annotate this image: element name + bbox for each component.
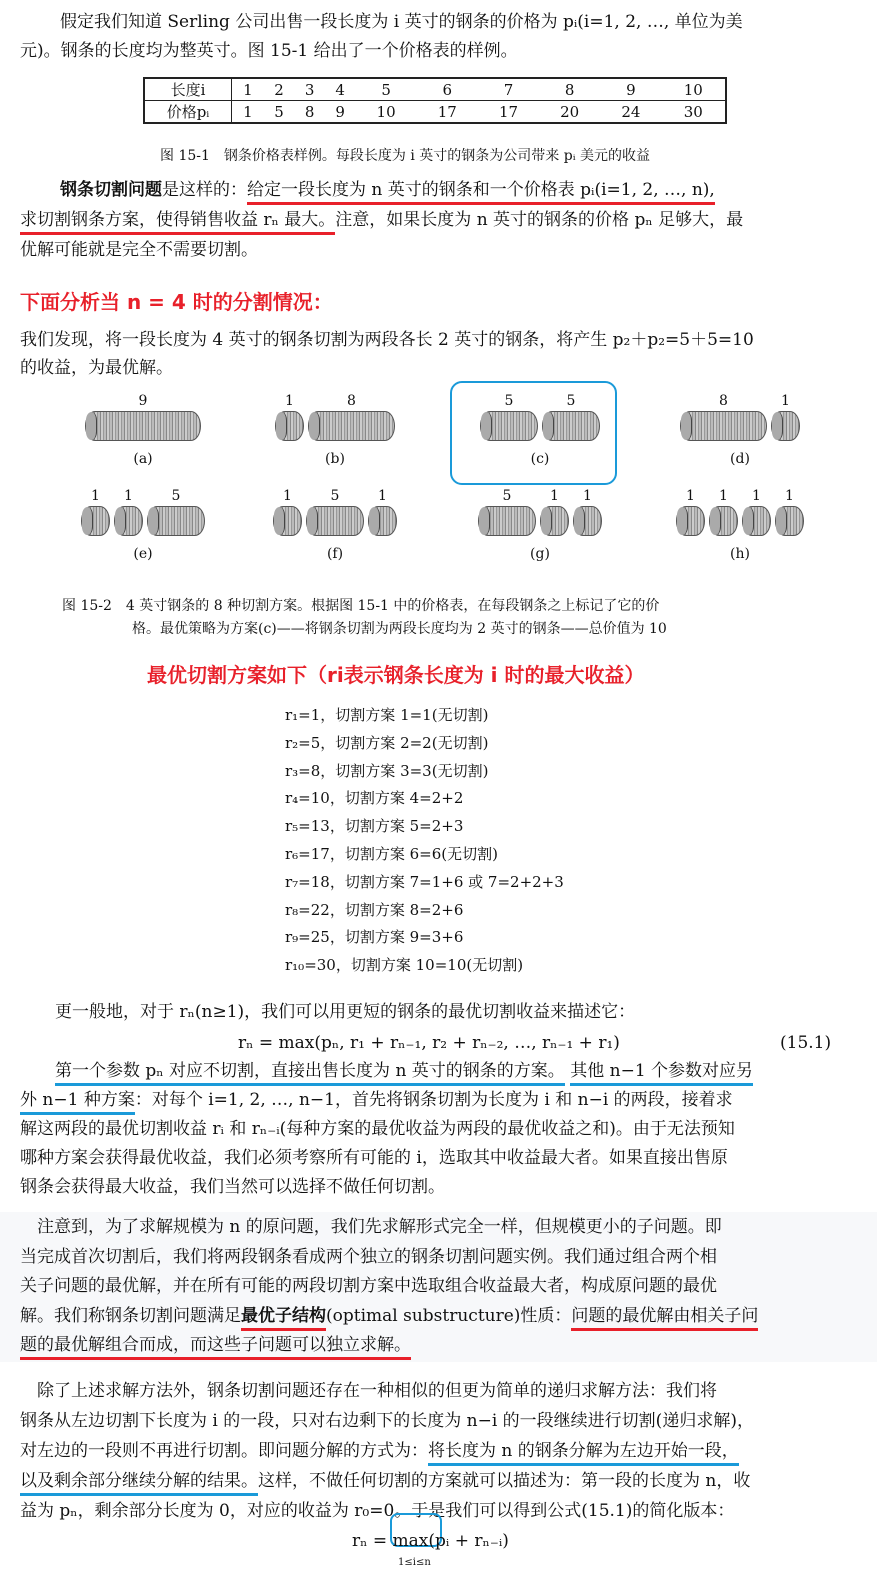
- piece-price-label: 5: [504, 393, 514, 409]
- rod-piece: [478, 506, 536, 536]
- rod-piece: [147, 506, 205, 536]
- solution-item: r₃=8，切割方案 3=3(无切割): [285, 761, 489, 780]
- underlined-text: 外 n−1 种方案: [20, 1090, 135, 1115]
- piece-price-label: 1: [583, 488, 592, 504]
- rod-piece: [85, 411, 201, 441]
- formula-simplified: rₙ = max(pᵢ + rₙ₋ᵢ): [352, 1531, 509, 1551]
- text-line: [20, 1334, 411, 1356]
- table-cell: 8: [294, 101, 325, 124]
- text-segment: 解。我们称钢条切割问题满足: [20, 1305, 241, 1326]
- text-segment: 钢条会获得最大收益，我们当然可以选择不做任何切割。: [20, 1177, 445, 1197]
- cut-option: [58, 488, 228, 568]
- text-line: [20, 40, 518, 62]
- text-segment: 优解可能就是完全不需要切割。: [20, 240, 258, 260]
- option-label: (g): [530, 546, 550, 562]
- piece-price-label: 1: [124, 488, 133, 504]
- table-row-price: [144, 101, 726, 124]
- solution-item: r₈=22，切割方案 8=2+6: [285, 900, 464, 919]
- figure-15-2-caption-line: 格。最优策略为方案(c)——将钢条切割为两段长度均为 2 英寸的钢条——总价值为 10: [132, 621, 667, 637]
- rod-pieces: [655, 411, 825, 443]
- analysis-heading: 下面分析当 n = 4 时的分割情况：: [20, 290, 333, 314]
- piece-price-label: 1: [686, 488, 695, 504]
- rod-piece: [275, 411, 304, 441]
- text-segment: 元)。钢条的长度均为整英寸。图 15-1 给出了一个价格表的样例。: [20, 41, 518, 61]
- text-segment: 钢条切割问题: [60, 180, 162, 200]
- piece-price-label: 1: [91, 488, 100, 504]
- text-line: [20, 1305, 758, 1327]
- piece-price-label: 8: [347, 393, 356, 409]
- option-label: (c): [530, 451, 550, 467]
- text-line: [20, 1089, 733, 1111]
- cut-option: [58, 393, 228, 473]
- text-line: [20, 1470, 750, 1492]
- cut-option: [655, 393, 825, 473]
- text-line: [20, 1410, 754, 1432]
- piece-price-label: 5: [330, 488, 340, 504]
- solution-item: r₂=5，切割方案 2=2(无切割): [285, 733, 489, 752]
- rod-piece: [81, 506, 110, 536]
- rod-piece: [573, 506, 602, 536]
- table-cell: 2: [274, 80, 284, 99]
- rod-piece: [306, 506, 364, 536]
- optimal-highlight-box: [450, 381, 617, 485]
- text-line: [20, 1147, 728, 1169]
- piece-price-label: 9: [138, 393, 148, 409]
- piece-price-label: 8: [719, 393, 728, 409]
- table-cell: 24: [600, 101, 661, 124]
- solution-item: r₇=18，切割方案 7=1+6 或 7=2+2+3: [285, 872, 564, 891]
- text-segment: (optimal substructure)性质：: [326, 1305, 572, 1326]
- underlined-text: 最优子结构: [241, 1306, 326, 1331]
- text-line: [20, 1176, 445, 1198]
- text-line: [20, 1500, 734, 1522]
- rod-piece: [742, 506, 771, 536]
- figure-15-1-caption: 图 15-1 钢条价格表样例。每段长度为 i 英寸的钢条为公司带来 pᵢ 美元的收益: [160, 148, 650, 164]
- table-cell: 3: [304, 80, 315, 99]
- rod-pieces: [58, 411, 228, 443]
- piece-price-label: 5: [502, 488, 512, 504]
- rod-pieces: [250, 411, 420, 443]
- cut-option: [655, 488, 825, 568]
- text-segment: 的收益，为最优解。: [20, 358, 173, 378]
- option-label: (f): [326, 546, 344, 562]
- text-segment: 益为 pₙ，剩余部分长度为 0，对应的收益为 r₀=0。于是我们可以得到公式(15.1)的简化版本：: [20, 1501, 735, 1521]
- rod-piece: [775, 506, 804, 536]
- piece-price-label: 1: [785, 488, 794, 504]
- rod-pieces: [655, 506, 825, 538]
- text-line: [20, 1216, 722, 1238]
- piece-price-label: 5: [566, 393, 576, 409]
- table-cell: 6: [442, 80, 453, 99]
- text-line: [20, 1118, 735, 1140]
- text-segment: 注意到，为了求解规模为 n 的原问题，我们先求解形式完全一样，但规模更小的子问题。即: [20, 1217, 722, 1237]
- cut-option: [250, 488, 420, 568]
- piece-price-label: 1: [283, 488, 292, 504]
- text-line: [20, 1246, 717, 1268]
- solution-item: r₁=1，切割方案 1=1(无切割): [285, 706, 489, 724]
- formula-15-1: rₙ = max(pₙ, r₁ + rₙ₋₁, r₂ + rₙ₋₂, …, rₙ₋₁ + r₁): [238, 1033, 620, 1053]
- underlined-text: 题的最优解组合而成，而这些子问题可以独立求解。: [20, 1335, 411, 1360]
- table-cell: 5: [264, 101, 295, 124]
- piece-price-label: 1: [719, 488, 728, 504]
- cut-option: [250, 393, 420, 473]
- piece-price-label: 5: [171, 488, 181, 504]
- piece-price-label: 1: [550, 488, 559, 504]
- option-label: (h): [730, 546, 750, 562]
- piece-price-label: 1: [285, 393, 294, 409]
- general-intro: 更一般地，对于 rₙ(n≥1)，我们可以用更短的钢条的最优切割收益来描述它：: [55, 1002, 636, 1022]
- rod-piece: [273, 506, 302, 536]
- table-cell: 5: [381, 80, 391, 99]
- rod-piece: [709, 506, 738, 536]
- text-line: [20, 1440, 739, 1462]
- solutions-heading: 最优切割方案如下（ri表示钢条长度为 i 时的最大收益）: [147, 663, 645, 687]
- rod-piece: [680, 411, 767, 441]
- formula-number: (15.1): [780, 1033, 832, 1053]
- table-cell: 1: [232, 101, 264, 124]
- piece-price-label: 1: [378, 488, 387, 504]
- row-header: 长度i: [144, 78, 232, 101]
- table-cell: 20: [539, 101, 600, 124]
- text-segment: 是这样的：: [162, 180, 247, 200]
- rod-pieces: [58, 506, 228, 538]
- piece-price-label: 1: [781, 393, 790, 409]
- text-line: [20, 1275, 717, 1297]
- text-line: [20, 357, 173, 379]
- text-line: [20, 1380, 717, 1402]
- table-cell: 10: [355, 101, 416, 124]
- text-segment: 对左边的一段则不再进行切割。即问题分解的方式为：: [20, 1441, 428, 1461]
- text-segment: 除了上述求解方法外，钢条切割问题还存在一种相似的但更为简单的递归求解方法：我们将: [20, 1381, 717, 1401]
- solution-item: r₅=13，切割方案 5=2+3: [285, 817, 464, 836]
- piece-price-label: 1: [752, 488, 761, 504]
- table-cell: 8: [564, 80, 575, 99]
- text-segment: 我们发现，将一段长度为 4 英寸的钢条切割为两段各长 2 英寸的钢条，将产生 p₂＋p₂=5＋5=10: [20, 330, 754, 350]
- underlined-text: 其他 n−1 个参数对应另: [570, 1061, 753, 1086]
- text-line: [60, 179, 715, 201]
- text-line: [20, 329, 754, 351]
- underlined-text: 将长度为 n 的钢条分解为左边开始一段，: [428, 1441, 739, 1466]
- solution-item: r₆=17，切割方案 6=6(无切割): [285, 845, 498, 863]
- rod-piece: [771, 411, 800, 441]
- underlined-text: 第一个参数 pₙ 对应不切割，直接出售长度为 n 英寸的钢条的方案。: [55, 1061, 565, 1086]
- text-line: [60, 11, 743, 33]
- table-cell: 9: [325, 101, 356, 124]
- text-segment: 解这两段的最优切割收益 rᵢ 和 rₙ₋ᵢ(每种方案的最优收益为两段的最优收益之和)。由于无法预知: [20, 1119, 735, 1139]
- table-cell: 17: [478, 101, 539, 124]
- rod-piece: [676, 506, 705, 536]
- solution-item: r₄=10，切割方案 4=2+2: [285, 789, 464, 808]
- text-segment: 这样，不做任何切割的方案就可以描述为：第一段的长度为 n，收: [258, 1471, 751, 1491]
- text-line: [20, 239, 258, 261]
- rod-piece: [308, 411, 395, 441]
- table-cell: 17: [417, 101, 478, 124]
- table-cell: 7: [503, 80, 514, 99]
- underlined-text: 求切割钢条方案，使得销售收益 rₙ 最大。: [20, 210, 335, 235]
- text-segment: 假定我们知道 Serling 公司出售一段长度为 i 英寸的钢条的价格为 pᵢ(i=1, 2, …, 单位为美: [60, 12, 743, 32]
- figure-15-2-caption-line: 图 15-2 4 英寸钢条的 8 种切割方案。根据图 15-1 中的价格表，在每段钢条之上标记了它的价: [62, 598, 660, 614]
- table-cell: 9: [626, 80, 636, 99]
- table-cell: 30: [662, 101, 727, 124]
- underlined-text: 给定一段长度为 n 英寸的钢条和一个价格表 pᵢ(i=1, 2, …, n),: [247, 180, 715, 205]
- text-line: [20, 209, 743, 231]
- option-label: (e): [133, 546, 153, 562]
- rod-piece: [540, 506, 569, 536]
- table-cell: 4: [335, 80, 345, 99]
- text-segment: 当完成首次切割后，我们将两段钢条看成两个独立的钢条切割问题实例。我们通过组合两个相: [20, 1246, 717, 1267]
- formula-simplified-subscript: 1≤i≤n: [398, 1557, 431, 1568]
- text-segment: ：对每个 i=1, 2, …, n−1，首先将钢条切割为长度为 i 和 n−i 的两段，接着求: [134, 1090, 733, 1110]
- text-segment: 钢条从左边切割下长度为 i 的一段，只对右边剩下的长度为 n−i 的一段继续进行切割(递归求解)，: [20, 1411, 754, 1431]
- text-segment: 哪种方案会获得最优收益，我们必须考察所有可能的 i，选取其中收益最大者。如果直接出售原: [20, 1148, 728, 1168]
- solution-item: r₁₀=30，切割方案 10=10(无切割): [285, 956, 524, 975]
- table-cell: 10: [683, 80, 703, 99]
- option-label: (b): [325, 451, 345, 467]
- text-segment: 注意，如果长度为 n 英寸的钢条的价格 pₙ 足够大，最: [335, 210, 744, 230]
- underlined-text: 以及剩余部分继续分解的结果。: [20, 1471, 258, 1496]
- rod-piece: [114, 506, 143, 536]
- rod-pieces: [250, 506, 420, 538]
- underlined-text: 问题的最优解由相关子问: [571, 1306, 758, 1331]
- rod-piece: [368, 506, 397, 536]
- option-label: (a): [133, 451, 153, 467]
- table-cell: 1: [243, 80, 253, 99]
- row-header: 价格pᵢ: [144, 101, 232, 124]
- solution-item: r₉=25，切割方案 9=3+6: [285, 928, 464, 947]
- text-line: [55, 1060, 753, 1082]
- option-label: (d): [730, 451, 750, 467]
- text-segment: 关子问题的最优解，并在所有可能的两段切割方案中选取组合收益最大者，构成原问题的最优: [20, 1276, 717, 1296]
- cut-option: [455, 488, 625, 568]
- rod-pieces: [455, 506, 625, 538]
- price-table: [143, 77, 727, 124]
- table-row-length: [144, 78, 726, 101]
